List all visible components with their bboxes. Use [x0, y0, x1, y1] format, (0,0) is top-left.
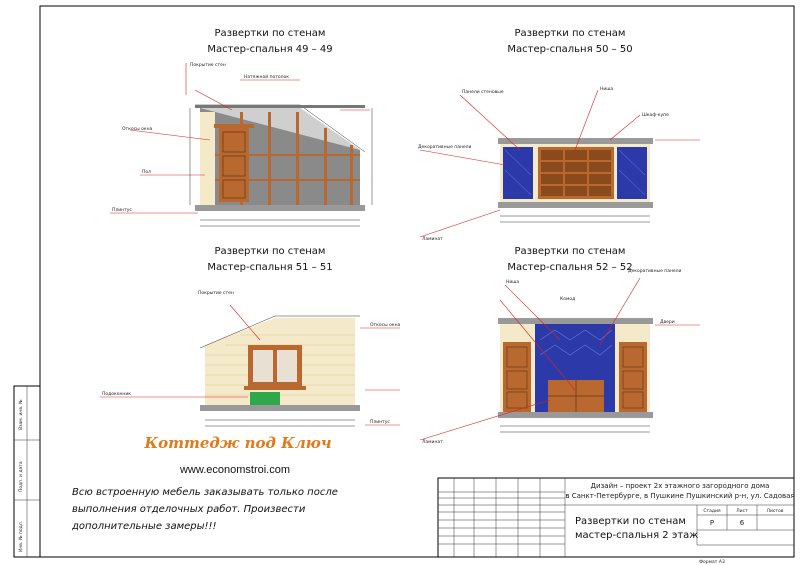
project-title-1: Дизайн – проект 2х этажного загородного дома — [590, 482, 770, 490]
stage-label: Стадия — [703, 509, 721, 514]
view-50-note-4: Декоративные панели — [418, 145, 472, 150]
sheets-label: Листов — [766, 509, 784, 514]
sheet-title-2: мастер-спальня 2 этаж — [575, 530, 699, 541]
view-49-note-4: Пол — [142, 170, 152, 175]
view-49-note-5: Плинтус — [112, 208, 132, 213]
view-51-note-3: Подоконник — [102, 392, 131, 397]
view-49-note-1: Покрытие стен — [190, 63, 226, 68]
watermark-logo: Коттедж под Ключ — [144, 434, 332, 452]
view-52-title-2: Мастер-спальня 52 – 52 — [507, 262, 633, 273]
view-50-title-2: Мастер-спальня 50 – 50 — [507, 44, 633, 55]
view-50 — [418, 28, 700, 242]
view-51-title-1: Развертки по стенам — [214, 246, 326, 257]
view-51 — [100, 246, 401, 426]
view-49-note-2: Натяжной потолок — [244, 75, 289, 80]
view-49-door — [219, 128, 249, 202]
view-50-title-1: Развертки по стенам — [514, 28, 626, 39]
view-51-note-2: Откосы окна — [370, 323, 401, 328]
view-49-note-3: Откосы окна — [122, 127, 153, 132]
disclaimer-line-1: Всю встроенную мебель заказывать только после — [72, 487, 338, 498]
view-49 — [110, 28, 372, 226]
view-51-title-2: Мастер-спальня 51 – 51 — [207, 262, 333, 273]
sheet-label: Лист — [736, 509, 748, 514]
view-49-title-2: Мастер-спальня 49 – 49 — [207, 44, 333, 55]
sheet-frame — [40, 6, 794, 557]
view-50-note-1: Панели стеновые — [462, 90, 504, 95]
view-49-floor — [195, 205, 365, 211]
title-block — [438, 478, 795, 565]
watermark-url: www.economstroi.com — [179, 464, 291, 476]
view-52-note-1: Ниша — [506, 280, 520, 285]
view-52-note-5: Комод — [560, 297, 576, 302]
view-51-note-1: Покрытие стен — [198, 291, 234, 296]
disclaimer-line-2: выполнения отделочных работ. Произвести — [72, 504, 306, 515]
view-50-note-3: Шкаф-купе — [642, 113, 669, 118]
view-52-title-1: Развертки по стенам — [514, 246, 626, 257]
view-50-note-5: Ламинат — [422, 237, 443, 242]
sheet-title-1: Развертки по стенам — [575, 516, 686, 527]
view-52 — [420, 246, 700, 445]
view-50-note-2: Ниша — [600, 87, 614, 92]
side-stamp-field-3: Инв. № подл. — [19, 520, 24, 552]
view-51-radiator — [250, 392, 280, 406]
disclaimer-line-3: дополнительные замеры!!! — [72, 521, 217, 532]
project-title-2: в Санкт-Петербурге, в Пушкине Пушкинский р-н, ул. Садовая — [565, 492, 795, 500]
view-52-note-2: Декоративные панели — [628, 269, 682, 274]
view-51-note-4: Плинтус — [370, 420, 390, 425]
side-stamp-field-2: Подп. и дата — [19, 461, 24, 492]
view-52-note-4: Ламинат — [422, 440, 443, 445]
sheet-format: Формат А3 — [699, 560, 725, 565]
view-52-note-3: Двери — [660, 320, 675, 325]
sheet-value: 6 — [739, 519, 745, 527]
view-49-title-1: Развертки по стенам — [214, 28, 326, 39]
stage-value: Р — [709, 519, 715, 527]
side-stamp-field-1: Взам. инв. № — [19, 399, 24, 430]
